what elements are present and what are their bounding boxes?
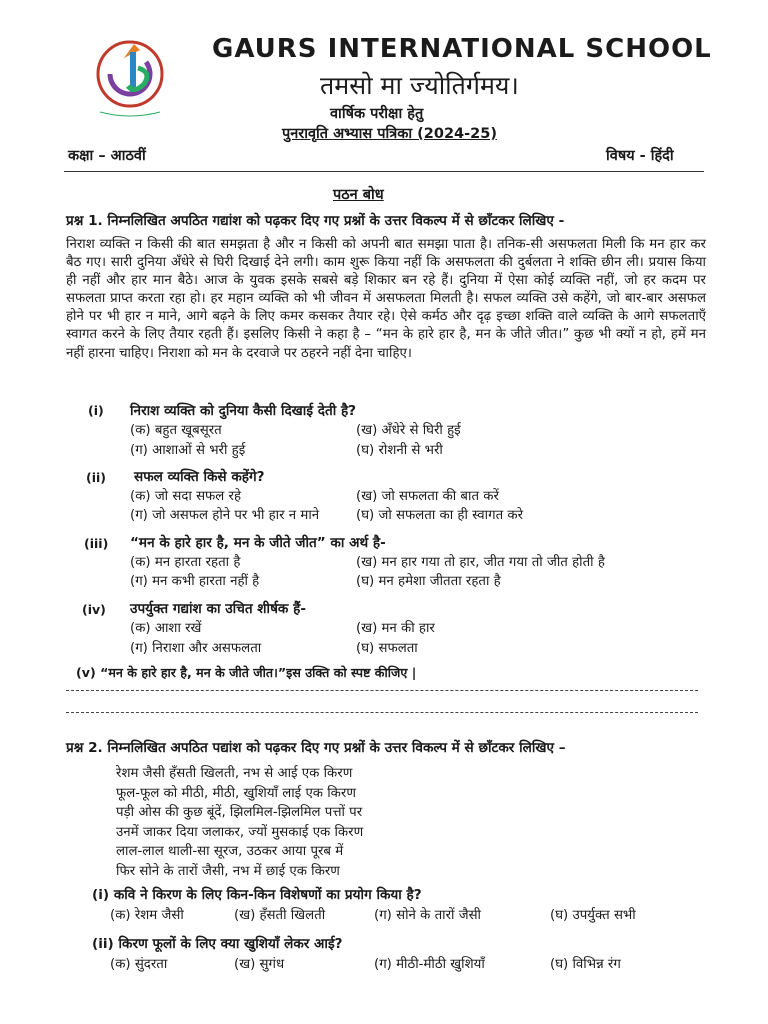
- poem-line: लाल-लाल थाली-सा सूरज, उठकर आया पूरब में: [116, 844, 344, 860]
- q1-passage: निराश व्यक्ति न किसी की बात समझता है और न किसी को अपनी बात समझा पाता है। तनिक-सी असफलता मिली कि मन हार कर बैठ गए। सारी दुनिया अँधेरे से घिरी दिखाई देने लगी। काम शुरू किया नहीं कि असफलता की दुर्बलता ने शक्ति छीन ली। प्रयास किया ही नहीं और हार मान बैठे। आज के युवक इसके सबसे बड़े शिकार बन रहे हैं। दुनिया में ऐसा कोई व्यक्ति नहीं, जो हर कदम पर सफलता प्राप्त करता रहा हो। हर महान व्यक्ति को भी जीवन में असफलता मिलती है। सफल व्यक्ति उसे कहेंगे, जो बार-बार असफल होने पर भी हार न माने, आगे बढ़ने के लिए कमर कसकर तैयार रहे। ऐसे कर्मठ और दृढ़ इच्छा शक्ति वाले व्यक्ति के आगे सफलताएँ स्वागत करने के लिए तैयार रहती हैं। इसलिए किसी ने कहा है – “मन के हारे हार है, मन के जीते जीत।” कुछ भी क्यों न हो, हमें मन नहीं हारना चाहिए। निराशा को मन के दरवाजे पर ठहरने नहीं देना चाहिए।: [66, 237, 706, 361]
- q1-sub1-option-d: (घ) रोशनी से भरी: [356, 443, 443, 458]
- q2-sub1-option-c: (ग) सोने के तारों जैसी: [374, 908, 481, 923]
- header-divider: [64, 171, 704, 172]
- q1-sub4-option-a: (क) आशा रखें: [130, 621, 202, 636]
- q1-sub3-number: (iii): [84, 536, 109, 551]
- answer-line-1: [66, 690, 698, 691]
- section-title: पठन बोध: [333, 187, 384, 203]
- q1-sub4-number: (iv): [82, 602, 106, 617]
- q2-sub2-question: (ii) किरण फूलों के लिए क्या खुशियाँ लेकर आई?: [92, 936, 343, 952]
- poem-line: पड़ी ओस की कुछ बूंदें, झिलमिल-झिलमिल पत्तों पर: [116, 805, 363, 821]
- class-label: कक्षा – आठवीं: [68, 148, 146, 164]
- q2-sub2-option-d: (घ) विभिन्न रंग: [550, 957, 621, 972]
- q1-sub4-question: उपर्युक्त गद्यांश का उचित शीर्षक हैं-: [130, 601, 306, 617]
- school-motto: तमसो मा ज्योतिर्गमय।: [320, 71, 519, 100]
- q2-sub2-option-b: (ख) सुगंध: [234, 957, 285, 972]
- school-name: GAURS INTERNATIONAL SCHOOL: [212, 34, 712, 64]
- q1-sub3-option-b: (ख) मन हार गया तो हार, जीत गया तो जीत होती है: [356, 555, 605, 570]
- worksheet-title: पुनरावृति अभ्यास पत्रिका (2024-25): [282, 126, 497, 142]
- subject-label: विषय - हिंदी: [606, 148, 674, 164]
- poem-line: उनमें जाकर दिया जलाकर, ज्यों मुसकाई एक किरण: [116, 824, 364, 840]
- q1-sub1-question: निराश व्यक्ति को दुनिया कैसी दिखाई देती है?: [130, 403, 357, 419]
- q1-sub2-question: सफल व्यक्ति किसे कहेंगे?: [134, 469, 265, 485]
- q1-sub4-option-c: (ग) निराशा और असफलता: [130, 641, 262, 656]
- q1-sub3-question: “मन के हारे हार है, मन के जीते जीत” का अर्थ है-: [130, 535, 386, 551]
- q1-sub4-option-b: (ख) मन की हार: [356, 621, 435, 636]
- q2-sub2-option-c: (ग) मीठी-मीठी खुशियाँ: [374, 957, 485, 972]
- q2-sub2-option-a: (क) सुंदरता: [110, 957, 168, 972]
- q2-sub1-option-d: (घ) उपर्युक्त सभी: [550, 908, 636, 923]
- q2-sub1-question: (i) कवि ने किरण के लिए किन-किन विशेषणों का प्रयोग किया है?: [92, 887, 422, 903]
- q1-sub2-option-a: (क) जो सदा सफल रहे: [130, 489, 242, 504]
- answer-line-2: [66, 712, 698, 713]
- q1-sub3-option-a: (क) मन हारता रहता है: [130, 555, 241, 570]
- exam-title: वार्षिक परीक्षा हेतु: [330, 106, 424, 122]
- q1-sub1-option-c: (ग) आशाओं से भरी हुई: [130, 443, 246, 458]
- q1-sub2-option-b: (ख) जो सफलता की बात करें: [356, 489, 499, 504]
- q1-sub1-option-a: (क) बहुत खूबसूरत: [130, 423, 222, 438]
- poem-line: रेशम जैसी हँसती खिलती, नभ से आई एक किरण: [116, 766, 353, 781]
- q2-sub1-option-b: (ख) हँसती खिलती: [234, 908, 326, 923]
- q2-sub1-option-a: (क) रेशम जैसी: [110, 908, 184, 923]
- q1-sub5-question: (v) “मन के हारे हार है, मन के जीते जीत।”इस उक्ति को स्पष्ट कीजिए |: [76, 665, 417, 680]
- poem-line: फूल-फूल को मीठी, मीठी, खुशियाँ लाई एक किरण: [116, 785, 356, 801]
- q1-sub1-option-b: (ख) अँधेरे से घिरी हुई: [356, 423, 461, 438]
- q1-sub3-option-d: (घ) मन हमेशा जीतता रहता है: [356, 574, 501, 589]
- q1-sub2-number: (ii): [86, 470, 106, 485]
- school-logo: [80, 28, 180, 120]
- q2-poem: [116, 764, 363, 882]
- q1-sub2-option-d: (घ) जो सफलता का ही स्वागत करे: [356, 508, 524, 523]
- q1-sub4-option-d: (घ) सफलता: [356, 641, 418, 656]
- q1-sub3-option-c: (ग) मन कभी हारता नहीं है: [130, 574, 260, 589]
- q1-sub2-option-c: (ग) जो असफल होने पर भी हार न माने: [130, 508, 320, 523]
- q2-heading: प्रश्न 2. निम्नलिखित अपठित पद्यांश को पढ़कर दिए गए प्रश्नों के उत्तर विकल्प में से छाँटकर लिखिए –: [66, 740, 566, 756]
- q1-sub1-number: (i): [88, 403, 104, 418]
- q1-heading: प्रश्न 1. निम्नलिखित अपठित गद्यांश को पढ़कर दिए गए प्रश्नों के उत्तर विकल्प में से छाँटकर लिखिए -: [66, 213, 565, 229]
- poem-line: फिर सोने के तारों जैसी, नभ में छाई एक किरण: [116, 863, 340, 879]
